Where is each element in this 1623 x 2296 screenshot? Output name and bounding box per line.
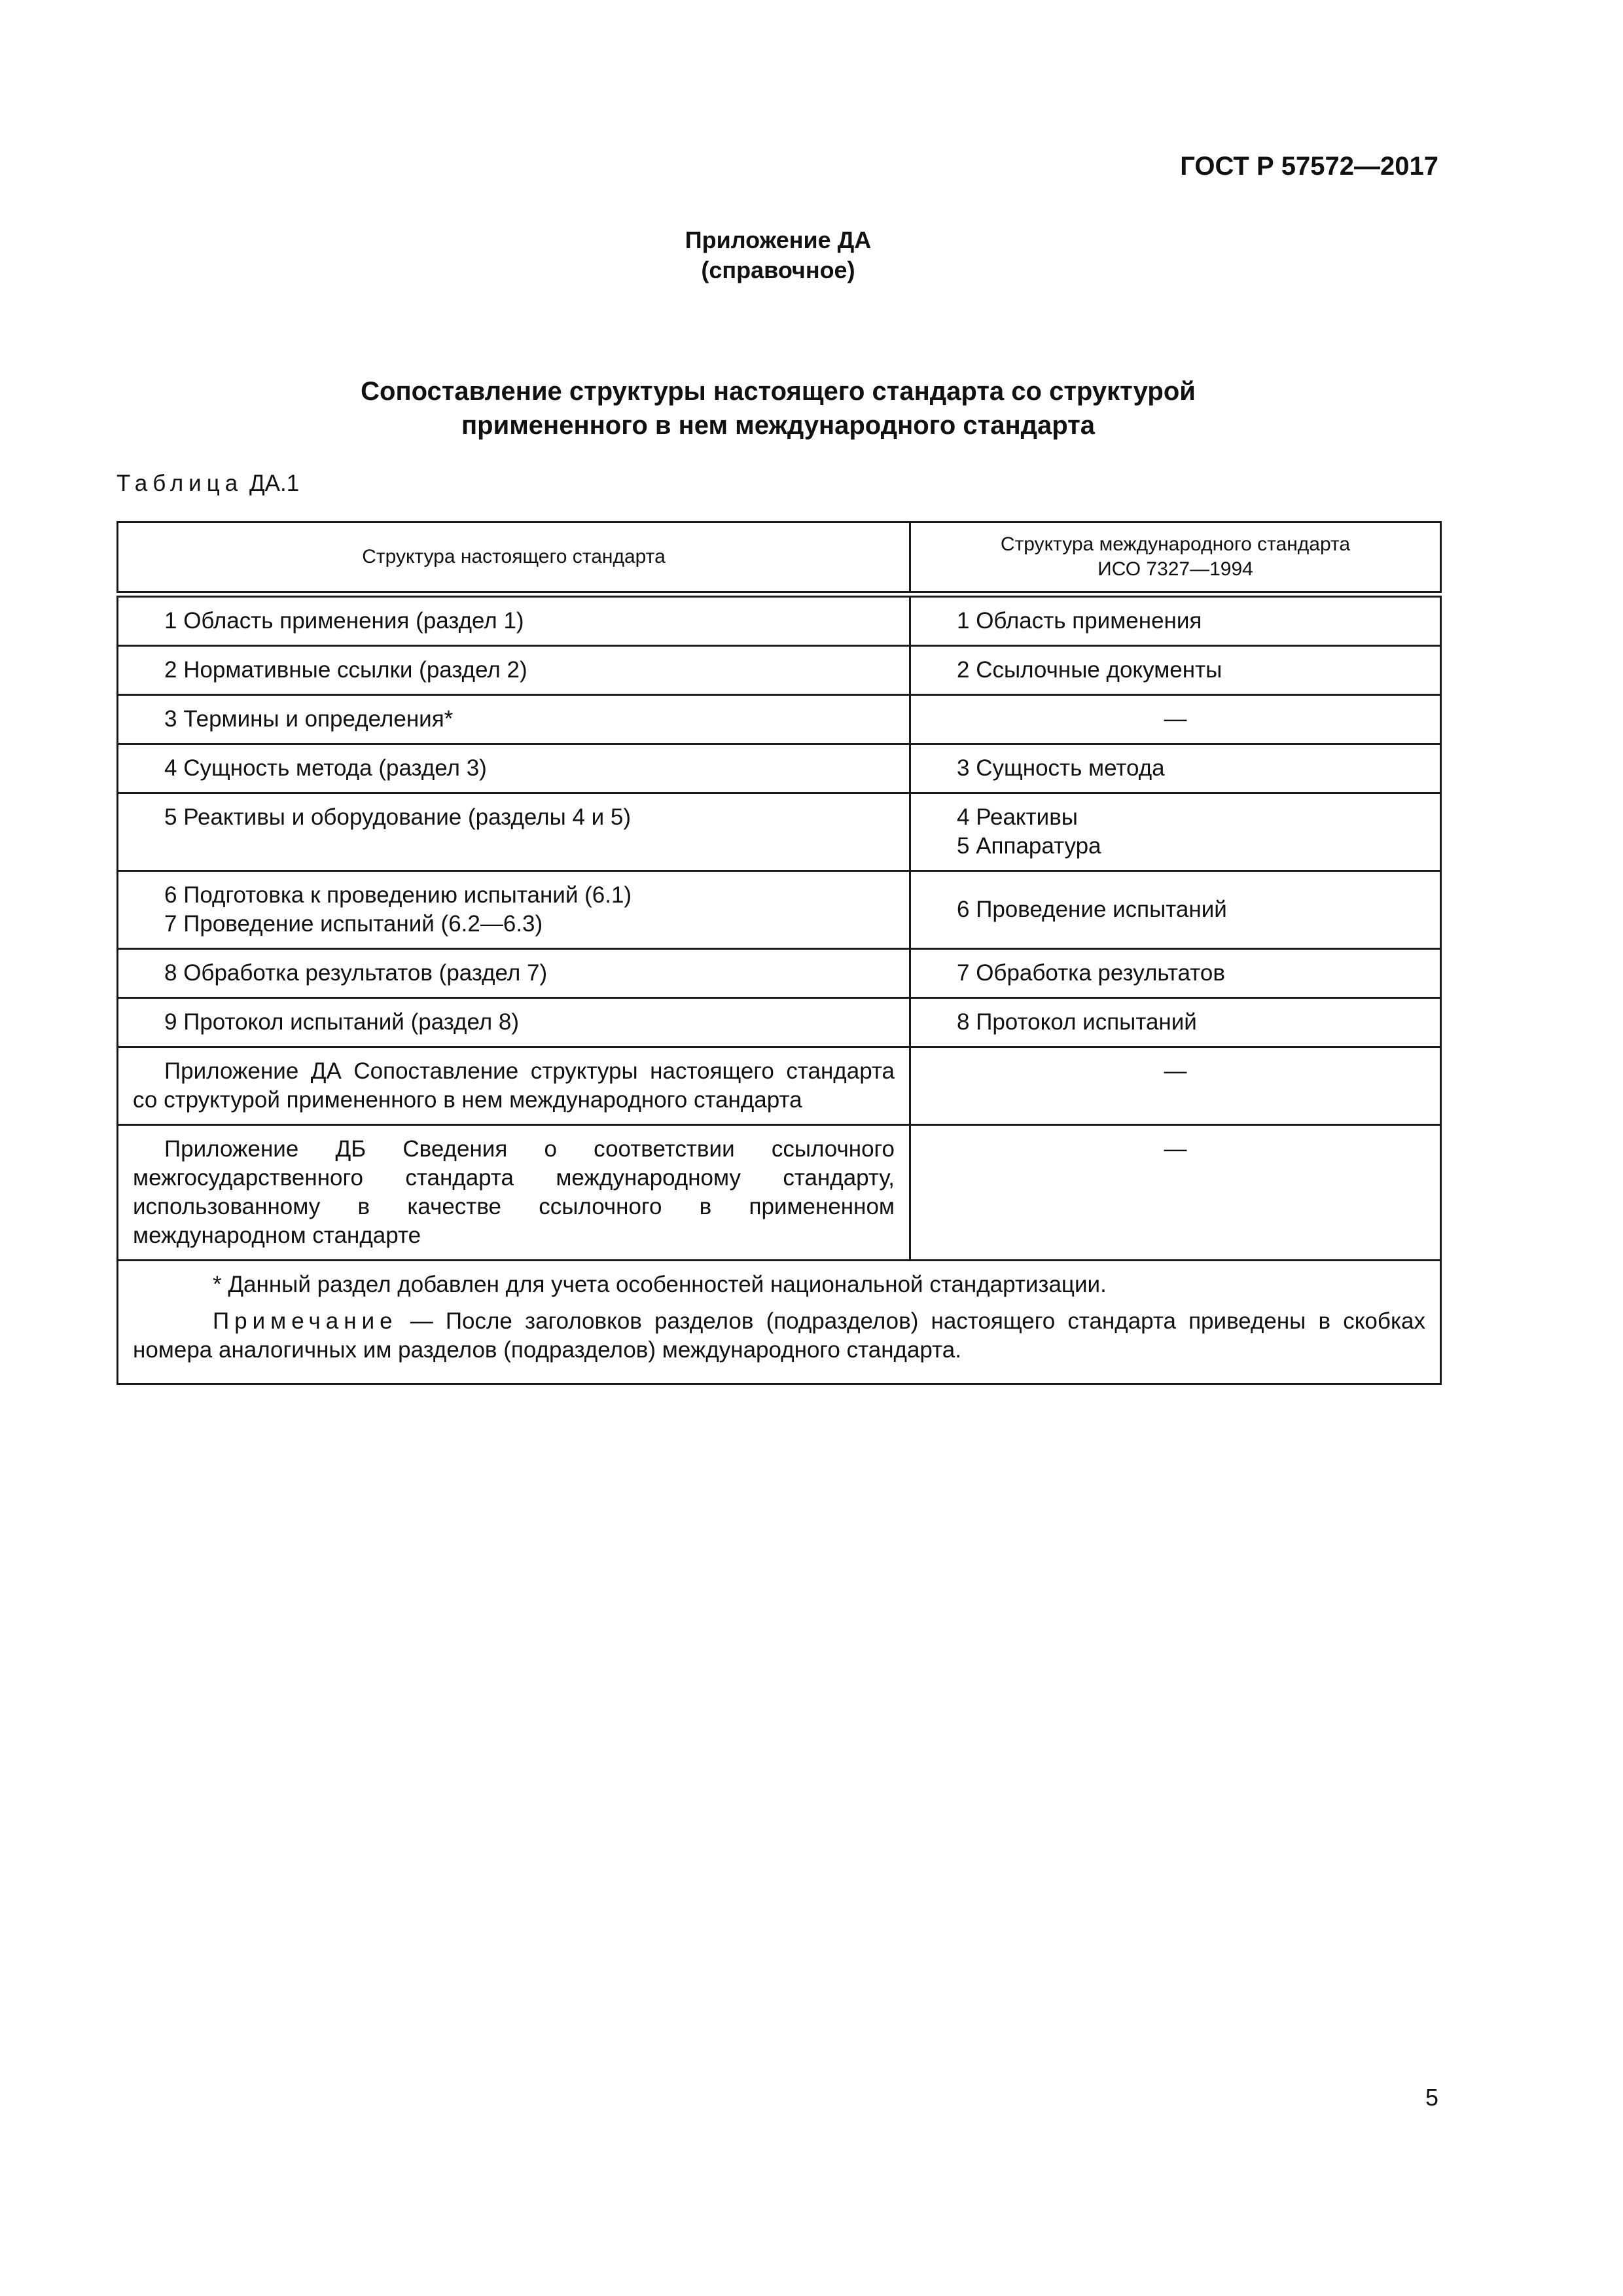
table-caption-id: ДА.1	[249, 471, 300, 496]
row-right-line: 4 Реактивы	[957, 804, 1078, 830]
document-title	[0, 374, 1556, 442]
row-right: —	[910, 1047, 1441, 1125]
header-right-line-2: ИСО 7327—1994	[1097, 558, 1253, 580]
row-left: 5 Реактивы и оборудование (разделы 4 и 5)	[118, 793, 910, 871]
appendix-label: Приложение ДА	[685, 226, 872, 253]
row-left: 4 Сущность метода (раздел 3)	[118, 744, 910, 793]
table-row	[118, 793, 1441, 871]
row-left: Приложение ДА Сопоставление структуры настоящего стандарта со структурой примененного в нем международного стандарта	[118, 1047, 910, 1125]
row-left: 9 Протокол испытаний (раздел 8)	[118, 998, 910, 1047]
row-right: 1 Область применения	[910, 594, 1441, 646]
header-left: Структура настоящего стандарта	[118, 522, 910, 595]
header-right	[910, 522, 1441, 595]
row-right: 3 Сущность метода	[910, 744, 1441, 793]
footnote: * Данный раздел добавлен для учета особенностей национальной стандартизации.	[213, 1272, 1107, 1297]
row-left-line: 7 Проведение испытаний (6.2—6.3)	[164, 911, 543, 937]
title-line-1: Сопоставление структуры настоящего стандарта со структурой	[361, 377, 1196, 406]
title-line-2: примененного в нем международного стандарта	[461, 411, 1095, 440]
table-row	[118, 1125, 1441, 1261]
table-caption-word: Таблица	[116, 471, 243, 496]
page-number: 5	[1425, 2084, 1438, 2111]
table-row	[118, 871, 1441, 949]
table-caption	[116, 469, 299, 499]
comparison-table	[116, 521, 1442, 1385]
row-right: 7 Обработка результатов	[910, 949, 1441, 998]
row-left-line: 6 Подготовка к проведению испытаний (6.1)	[164, 882, 632, 908]
row-right	[910, 793, 1441, 871]
table-footer	[118, 1261, 1441, 1384]
row-left	[118, 871, 910, 949]
note-text: — После заголовков разделов (подразделов) настоящего стандарта приведены в скобках номера аналогичных им разделов (подразделов) международного стандарта.	[133, 1308, 1425, 1363]
header-right-line-1: Структура международного стандарта	[1000, 533, 1351, 555]
standard-code: ГОСТ Р 57572—2017	[1180, 152, 1438, 181]
row-right-line: 5 Аппаратура	[957, 833, 1101, 859]
row-right: —	[910, 1125, 1441, 1261]
row-right: 8 Протокол испытаний	[910, 998, 1441, 1047]
table-row	[118, 695, 1441, 744]
row-left: 8 Обработка результатов (раздел 7)	[118, 949, 910, 998]
row-right: 2 Ссылочные документы	[910, 646, 1441, 695]
table-row	[118, 594, 1441, 646]
table-row	[118, 744, 1441, 793]
row-left: 2 Нормативные ссылки (раздел 2)	[118, 646, 910, 695]
row-left: 1 Область применения (раздел 1)	[118, 594, 910, 646]
table-row	[118, 646, 1441, 695]
note	[133, 1307, 1425, 1365]
table-footer-row	[118, 1261, 1441, 1384]
row-left: 3 Термины и определения*	[118, 695, 910, 744]
appendix-heading	[0, 225, 1556, 285]
table-row	[118, 949, 1441, 998]
table-row	[118, 998, 1441, 1047]
table-header-row	[118, 522, 1441, 595]
row-right: —	[910, 695, 1441, 744]
row-right: 6 Проведение испытаний	[910, 871, 1441, 949]
row-left: Приложение ДБ Сведения о соответствии ссылочного межгосударственного стандарта международному стандарту, использованному в качестве ссылочного в примененном международном стандарте	[118, 1125, 910, 1261]
appendix-kind: (справочное)	[701, 257, 855, 283]
note-label: Примечание	[213, 1308, 398, 1334]
table-row	[118, 1047, 1441, 1125]
